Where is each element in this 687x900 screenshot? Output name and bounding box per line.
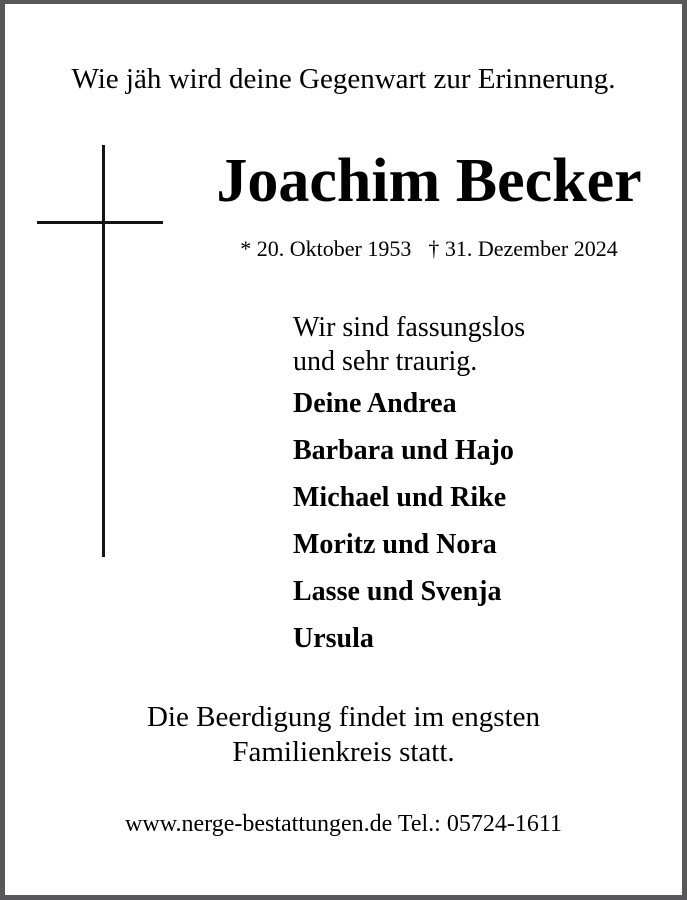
condolence-line: Wir sind fassungslos	[293, 312, 526, 343]
funeral-note	[5, 700, 682, 770]
condolence-line: und sehr traurig.	[293, 346, 478, 377]
cross-vertical-bar	[102, 145, 105, 557]
mourner-name: Lasse und Svenja	[293, 576, 502, 607]
cross-horizontal-bar	[37, 221, 163, 224]
death-date: † 31. Dezember 2024	[428, 236, 618, 261]
birth-date: * 20. Oktober 1953	[240, 236, 412, 261]
mourner-name: Michael und Rike	[293, 482, 507, 513]
funeral-note-line: Familienkreis statt.	[232, 736, 455, 768]
mourner-name: Barbara und Hajo	[293, 435, 514, 466]
mourner-name: Ursula	[293, 623, 374, 654]
deceased-name: Joachim Becker	[216, 147, 642, 215]
condolence-block	[293, 311, 525, 656]
mourner-name: Moritz und Nora	[293, 529, 497, 560]
mourner-name: Deine Andrea	[293, 388, 457, 419]
life-dates	[176, 235, 682, 263]
epigraph-text: Wie jäh wird deine Gegenwart zur Erinnerung.	[71, 63, 616, 95]
funeral-note-line: Die Beerdigung findet im engsten	[146, 701, 540, 733]
funeral-home-contact: www.nerge-bestattungen.de Tel.: 05724-1611	[125, 811, 562, 837]
